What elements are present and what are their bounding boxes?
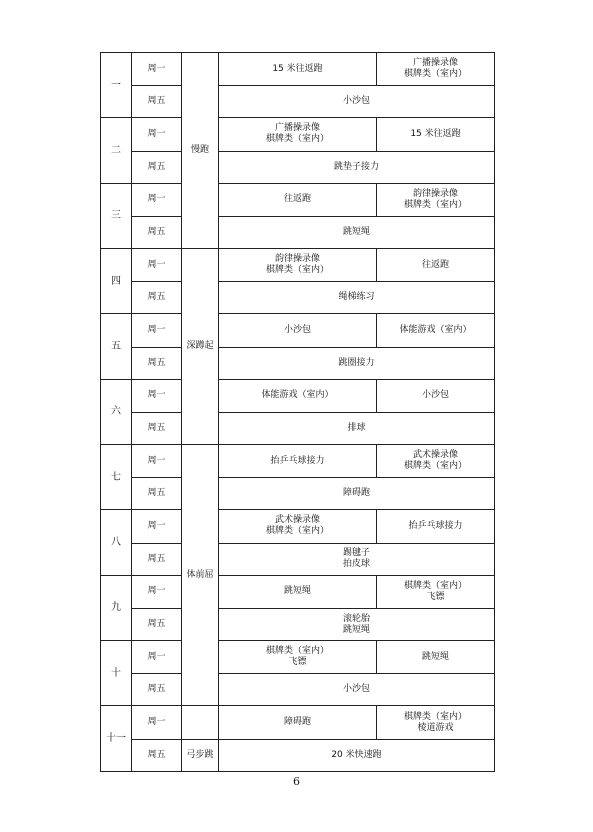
week-label: 九	[101, 575, 132, 640]
cell-line: 跳短绳	[421, 651, 449, 662]
cell-line: 滚轮胎	[342, 613, 370, 624]
day-friday: 周五	[132, 739, 182, 771]
table-row	[101, 739, 495, 771]
cell-line: 棋牌类（室内）	[265, 134, 329, 145]
day-monday: 周一	[132, 641, 182, 674]
cell-line: 武术操录像	[412, 450, 458, 461]
cell-line: 小沙包	[421, 390, 449, 401]
monday-activity-1	[219, 641, 377, 674]
cell-line: 棋牌类（室内）	[403, 69, 467, 80]
cell-line: 踢毽子	[342, 548, 370, 559]
day-friday: 周五	[132, 543, 182, 575]
table-row	[101, 118, 495, 151]
week-label: 六	[101, 379, 132, 444]
day-friday: 周五	[132, 412, 182, 444]
week-label: 三	[101, 183, 132, 248]
monday-activity-2	[377, 445, 495, 478]
cell-line: 跳短绳	[342, 624, 370, 635]
week-label: 一	[101, 53, 132, 118]
cell-line: 棋牌类（室内）	[265, 646, 329, 657]
cell-line: 15 米往返跑	[410, 128, 461, 139]
cell-line: 棋牌类（室内）	[265, 526, 329, 537]
week-label: 八	[101, 510, 132, 575]
cell-line: 往返跑	[421, 259, 449, 270]
friday-activity	[219, 608, 495, 640]
table-row	[101, 575, 495, 608]
table-row	[101, 445, 495, 478]
friday-activity	[219, 347, 495, 379]
day-monday: 周一	[132, 53, 182, 86]
day-monday: 周一	[132, 249, 182, 282]
cell-line: 韵律操录像	[274, 254, 320, 265]
cell-line: 抬乒乓球接力	[270, 455, 325, 466]
warmup-activity: 弓步跳	[182, 739, 219, 771]
cell-line: 绳梯练习	[338, 292, 375, 303]
monday-activity-2	[377, 379, 495, 412]
cell-line: 跳短绳	[342, 226, 370, 237]
cell-line: 障碍跑	[342, 488, 370, 499]
day-monday: 周一	[132, 314, 182, 347]
table-row	[101, 86, 495, 118]
warmup-activity: 深蹲起	[182, 249, 219, 445]
cell-line: 棋牌类（室内）	[403, 199, 467, 210]
day-friday: 周五	[132, 608, 182, 640]
cell-line: 15 米往返跑	[272, 63, 323, 74]
week-label: 二	[101, 118, 132, 183]
day-monday: 周一	[132, 445, 182, 478]
table-row	[101, 183, 495, 216]
cell-line: 棱道游戏	[417, 722, 454, 733]
monday-activity-2	[377, 575, 495, 608]
monday-activity-1	[219, 379, 377, 412]
warmup-activity: 慢跑	[182, 53, 219, 249]
day-monday: 周一	[132, 379, 182, 412]
monday-activity-2	[377, 183, 495, 216]
cell-line: 排球	[347, 422, 366, 433]
monday-activity-1	[219, 183, 377, 216]
monday-activity-2	[377, 641, 495, 674]
week-label: 十	[101, 641, 132, 706]
monday-activity-1	[219, 445, 377, 478]
week-label: 五	[101, 314, 132, 379]
day-friday: 周五	[132, 282, 182, 314]
cell-line: 小沙包	[342, 96, 370, 107]
cell-line: 跳短绳	[283, 586, 311, 597]
table-row	[101, 216, 495, 248]
cell-line: 小沙包	[342, 684, 370, 695]
cell-line: 棋牌类（室内）	[403, 461, 467, 472]
monday-activity-1	[219, 510, 377, 543]
cell-line: 飞镖	[426, 591, 445, 602]
table-row	[101, 412, 495, 444]
cell-line: 棋牌类（室内）	[403, 711, 467, 722]
warmup-activity	[182, 706, 219, 739]
monday-activity-2	[377, 249, 495, 282]
schedule-table	[100, 52, 495, 772]
table-row	[101, 379, 495, 412]
cell-line: 体能游戏（室内）	[261, 390, 334, 401]
cell-line: 广播操录像	[412, 58, 458, 69]
monday-activity-1	[219, 118, 377, 151]
day-monday: 周一	[132, 575, 182, 608]
day-monday: 周一	[132, 510, 182, 543]
friday-activity	[219, 86, 495, 118]
week-label: 七	[101, 445, 132, 510]
day-friday: 周五	[132, 151, 182, 183]
cell-line: 拍皮球	[342, 559, 370, 570]
day-friday: 周五	[132, 216, 182, 248]
monday-activity-1	[219, 249, 377, 282]
cell-line: 小沙包	[283, 324, 311, 335]
day-friday: 周五	[132, 674, 182, 706]
cell-line: 棋牌类（室内）	[403, 580, 467, 591]
table-row	[101, 608, 495, 640]
friday-activity	[219, 543, 495, 575]
cell-line: 棋牌类（室内）	[265, 265, 329, 276]
table-row	[101, 249, 495, 282]
cell-line: 跳圈接力	[338, 357, 375, 368]
warmup-activity: 体前屈	[182, 445, 219, 706]
monday-activity-1	[219, 53, 377, 86]
friday-activity	[219, 739, 495, 771]
cell-line: 往返跑	[283, 194, 311, 205]
cell-line: 广播操录像	[274, 123, 320, 134]
table-row	[101, 510, 495, 543]
day-friday: 周五	[132, 478, 182, 510]
monday-activity-2	[377, 314, 495, 347]
friday-activity	[219, 674, 495, 706]
schedule-body	[101, 53, 495, 772]
table-row	[101, 478, 495, 510]
day-friday: 周五	[132, 347, 182, 379]
cell-line: 韵律操录像	[412, 188, 458, 199]
table-row	[101, 347, 495, 379]
table-row	[101, 641, 495, 674]
table-row	[101, 53, 495, 86]
table-row	[101, 674, 495, 706]
friday-activity	[219, 151, 495, 183]
monday-activity-1	[219, 706, 377, 739]
monday-activity-2	[377, 706, 495, 739]
week-label: 四	[101, 249, 132, 314]
page-number: 6	[293, 775, 300, 788]
table-row	[101, 282, 495, 314]
table-row	[101, 151, 495, 183]
friday-activity	[219, 412, 495, 444]
table-row	[101, 543, 495, 575]
friday-activity	[219, 478, 495, 510]
cell-line: 20 米快速跑	[331, 749, 382, 760]
day-monday: 周一	[132, 183, 182, 216]
cell-line: 体能游戏（室内）	[399, 324, 472, 335]
friday-activity	[219, 216, 495, 248]
friday-activity	[219, 282, 495, 314]
cell-line: 抬乒乓球接力	[408, 520, 463, 531]
week-label: 十一	[101, 706, 132, 772]
day-monday: 周一	[132, 706, 182, 739]
cell-line: 武术操录像	[274, 515, 320, 526]
table-row	[101, 314, 495, 347]
monday-activity-1	[219, 575, 377, 608]
day-friday: 周五	[132, 86, 182, 118]
cell-line: 飞镖	[288, 657, 307, 668]
cell-line: 跳垫子接力	[333, 161, 379, 172]
monday-activity-2	[377, 53, 495, 86]
cell-line: 障碍跑	[283, 717, 311, 728]
monday-activity-2	[377, 118, 495, 151]
monday-activity-2	[377, 510, 495, 543]
table-row	[101, 706, 495, 739]
day-monday: 周一	[132, 118, 182, 151]
monday-activity-1	[219, 314, 377, 347]
